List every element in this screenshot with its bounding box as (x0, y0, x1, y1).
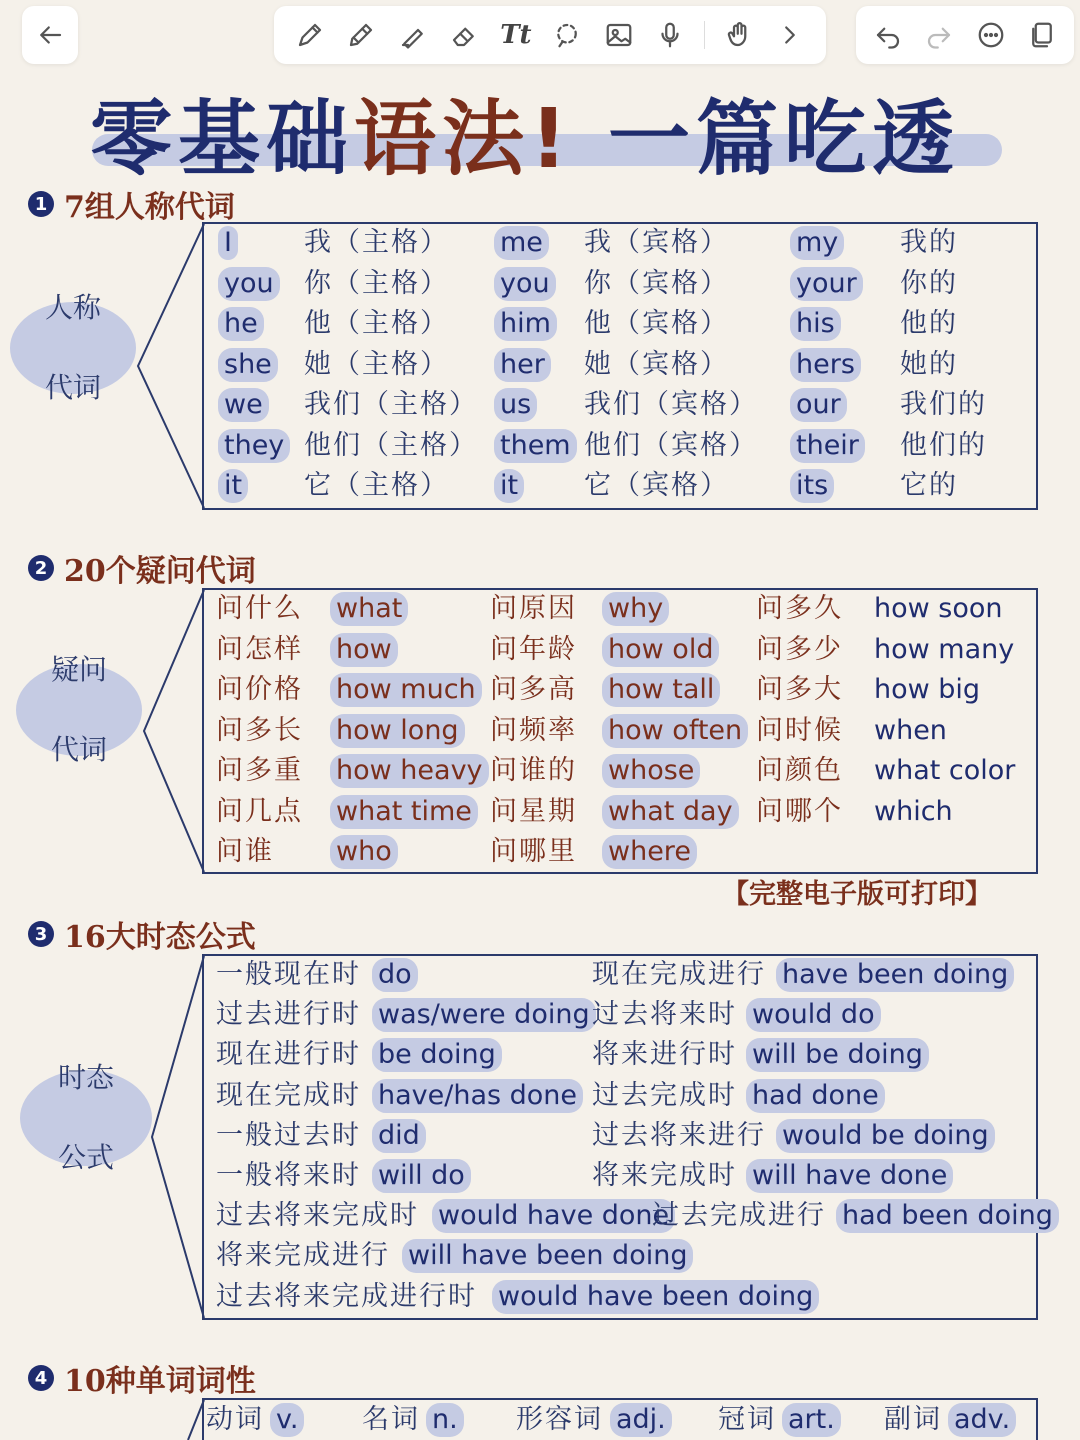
interrogative-cn: 问几点 (216, 795, 303, 827)
pronoun-cn: 我（宾格） (584, 227, 729, 258)
tense-bubble: 时态 公式 (20, 1070, 152, 1166)
interrogative-cn: 问哪个 (756, 795, 843, 827)
pos-abbr: n. (426, 1403, 464, 1437)
interrogative-cn: 问频率 (490, 714, 577, 746)
section-4-heading: 4 10种单词词性 (28, 1358, 256, 1398)
tense-name: 现在完成进行 (592, 959, 766, 990)
pronoun-en: you (494, 267, 556, 301)
section-3-heading: 3 16大时态公式 (28, 914, 256, 954)
pronoun-cn: 他（宾格） (584, 308, 729, 339)
pronoun-en: its (790, 469, 834, 503)
pos-abbr: v. (270, 1403, 304, 1437)
image-icon[interactable] (601, 17, 637, 53)
pronoun-cn: 他们（主格） (304, 429, 478, 461)
tense-formula: did (372, 1119, 426, 1153)
pronoun-en: us (494, 388, 537, 422)
tense-name: 一般过去时 (216, 1119, 361, 1151)
interrogative-en: what day (602, 795, 739, 829)
tense-formula: will have been doing (402, 1239, 693, 1273)
section-2-heading: 2 20个疑问代词 (28, 548, 256, 588)
pronoun-en: it (218, 469, 248, 503)
interrogative-en: how tall (602, 673, 720, 707)
tense-formula: was/were doing (372, 998, 596, 1032)
pen-icon[interactable] (292, 17, 328, 53)
toolbar-divider (704, 21, 705, 49)
interrogative-en: how much (330, 673, 482, 707)
highlighter-icon[interactable] (395, 17, 431, 53)
document-actions (856, 6, 1074, 64)
tense-formula: would be doing (776, 1119, 995, 1153)
tense-name: 将来完成时 (592, 1160, 737, 1191)
section-number-badge: 2 (28, 555, 54, 581)
tense-formula: will have done (746, 1159, 953, 1193)
interrogative-en: where (602, 835, 697, 869)
pages-icon[interactable] (1024, 17, 1060, 53)
interrogative-en: how heavy (330, 754, 489, 788)
pronoun-en: you (218, 267, 280, 301)
pronoun-cn: 你的 (900, 267, 958, 299)
pos-name: 名词 (362, 1404, 420, 1435)
pronoun-en: your (790, 267, 863, 301)
interrogative-en: what (330, 592, 408, 626)
interrogative-en: what time (330, 795, 478, 829)
pronoun-cn: 我的 (900, 227, 958, 258)
tool-palette (274, 6, 826, 64)
pronoun-en: their (790, 429, 865, 463)
text-tool-icon[interactable]: Tt (500, 20, 532, 50)
interrogative-cn: 问原因 (490, 593, 577, 624)
interrogative-en: what color (874, 755, 1016, 786)
tense-formula: would have been doing (492, 1280, 819, 1314)
tense-name: 过去将来时 (592, 999, 737, 1031)
pronoun-en: I (218, 226, 238, 260)
pronoun-cn: 他的 (900, 308, 958, 339)
pronoun-bracket (136, 222, 206, 510)
interrogative-en: who (330, 835, 398, 869)
interrogative-en: how many (874, 633, 1015, 665)
pronoun-en: hers (790, 348, 861, 382)
section-1-heading: 1 7组人称代词 (28, 184, 235, 224)
interrogative-cn: 问多高 (490, 674, 577, 705)
interrogative-cn: 问什么 (216, 593, 303, 624)
interrogative-cn: 问多少 (756, 633, 843, 665)
pronoun-cn: 它（宾格） (584, 470, 729, 501)
pronoun-cn: 它的 (900, 470, 958, 501)
interrogative-cn: 问谁的 (490, 755, 577, 786)
undo-icon[interactable] (870, 17, 906, 53)
pronoun-cn: 他们的 (900, 429, 987, 461)
interrogative-cn: 问怎样 (216, 633, 303, 665)
interrogative-en: how soon (874, 593, 1003, 624)
pos-abbr: art. (782, 1403, 841, 1437)
eraser-icon[interactable] (446, 17, 482, 53)
tense-name: 过去将来进行 (592, 1119, 766, 1151)
pronoun-bubble: 人称 代词 (10, 302, 136, 394)
tense-formula: be doing (372, 1038, 502, 1072)
interrogative-en: how big (874, 674, 981, 705)
more-icon[interactable] (973, 17, 1009, 53)
tense-name: 现在进行时 (216, 1039, 361, 1071)
tense-name: 将来完成进行 (216, 1240, 390, 1272)
pencil-icon[interactable] (343, 17, 379, 53)
tense-name: 一般将来时 (216, 1160, 361, 1191)
pronoun-cn: 我（主格） (304, 227, 449, 258)
pronoun-en: me (494, 226, 549, 260)
pos-name: 副词 (884, 1404, 942, 1435)
pronoun-cn: 她的 (900, 348, 958, 380)
tense-formula: have been doing (776, 958, 1014, 992)
interrogative-en: how old (602, 633, 719, 667)
pronoun-cn: 它（主格） (304, 470, 449, 501)
chevron-right-icon[interactable] (772, 17, 808, 53)
tense-name: 过去将来完成时 (216, 1200, 419, 1232)
tense-name: 过去将来完成进行时 (216, 1280, 477, 1312)
pronoun-en: we (218, 388, 269, 422)
interrogative-bubble: 疑问 代词 (16, 664, 142, 756)
section-number-badge: 1 (28, 191, 54, 217)
tense-formula: have/has done (372, 1079, 583, 1113)
pronoun-en: they (218, 429, 290, 463)
tense-formula: will be doing (746, 1038, 929, 1072)
interrogative-en: how long (330, 714, 465, 748)
pronoun-en: her (494, 348, 551, 382)
page-title: 零基础语法! 一篇吃透 (90, 92, 960, 187)
interrogative-cn: 问多久 (756, 593, 843, 624)
promo-label: 【完整电子版可打印】 (722, 879, 992, 910)
pronoun-en: my (790, 226, 844, 260)
interrogative-en: how (330, 633, 398, 667)
interrogative-cn: 问颜色 (756, 755, 843, 786)
pos-name: 动词 (206, 1404, 264, 1435)
interrogative-cn: 问多大 (756, 674, 843, 705)
interrogative-en: why (602, 592, 669, 626)
interrogative-cn: 问时候 (756, 714, 843, 746)
pronoun-en: our (790, 388, 847, 422)
back-button[interactable] (22, 6, 78, 64)
pronoun-cn: 你（宾格） (584, 267, 729, 299)
lasso-icon[interactable] (549, 17, 585, 53)
page-title-area (0, 70, 1080, 187)
pos-abbr: adj. (610, 1403, 672, 1437)
tense-name: 过去进行时 (216, 999, 361, 1031)
interrogative-en: whose (602, 754, 700, 788)
tense-name: 现在完成时 (216, 1079, 361, 1111)
interrogative-cn: 问年龄 (490, 633, 577, 665)
hand-gesture-icon[interactable] (721, 17, 757, 53)
tense-bracket (150, 954, 206, 1320)
back-arrow-icon (32, 17, 68, 53)
section-number-badge: 4 (28, 1365, 54, 1391)
section-number-badge: 3 (28, 921, 54, 947)
pronoun-cn: 你（主格） (304, 267, 449, 299)
interrogative-cn: 问多重 (216, 755, 303, 786)
pronoun-en: it (494, 469, 524, 503)
pos-name: 冠词 (718, 1404, 776, 1435)
pronoun-en: he (218, 307, 264, 341)
pronoun-en: his (790, 307, 841, 341)
tense-formula: had done (746, 1079, 885, 1113)
pronoun-en: them (494, 429, 577, 463)
tense-name: 过去完成进行 (652, 1200, 826, 1232)
tense-formula: would have done (432, 1199, 675, 1233)
pronoun-cn: 他（主格） (304, 308, 449, 339)
interrogative-cn: 问价格 (216, 674, 303, 705)
pos-abbr: adv. (948, 1403, 1016, 1437)
pronoun-cn: 我们的 (900, 389, 987, 420)
interrogative-en: how often (602, 714, 748, 748)
pos-name: 形容词 (516, 1404, 603, 1435)
tense-formula: would do (746, 998, 881, 1032)
interrogative-cn: 问哪里 (490, 836, 577, 867)
pronoun-en: him (494, 307, 557, 341)
pronoun-cn: 她（宾格） (584, 348, 729, 380)
interrogative-bracket (142, 588, 206, 874)
tense-formula: will do (372, 1159, 471, 1193)
microphone-icon[interactable] (652, 17, 688, 53)
interrogative-en: when (874, 714, 947, 746)
interrogative-cn: 问星期 (490, 795, 577, 827)
pronoun-cn: 我们（主格） (304, 389, 478, 420)
interrogative-cn: 问多长 (216, 714, 303, 746)
pronoun-cn: 我们（宾格） (584, 389, 758, 420)
redo-icon[interactable] (921, 17, 957, 53)
interrogative-en: which (874, 795, 953, 827)
interrogative-cn: 问谁 (216, 836, 274, 867)
pronoun-en: she (218, 348, 278, 382)
tense-name: 一般现在时 (216, 959, 361, 990)
toolbar (0, 0, 1080, 70)
tense-name: 将来进行时 (592, 1039, 737, 1071)
pronoun-cn: 她（主格） (304, 348, 449, 380)
tense-formula: had been doing (836, 1199, 1059, 1233)
pronoun-cn: 他们（宾格） (584, 429, 758, 461)
tense-name: 过去完成时 (592, 1079, 737, 1111)
tense-formula: do (372, 958, 418, 992)
